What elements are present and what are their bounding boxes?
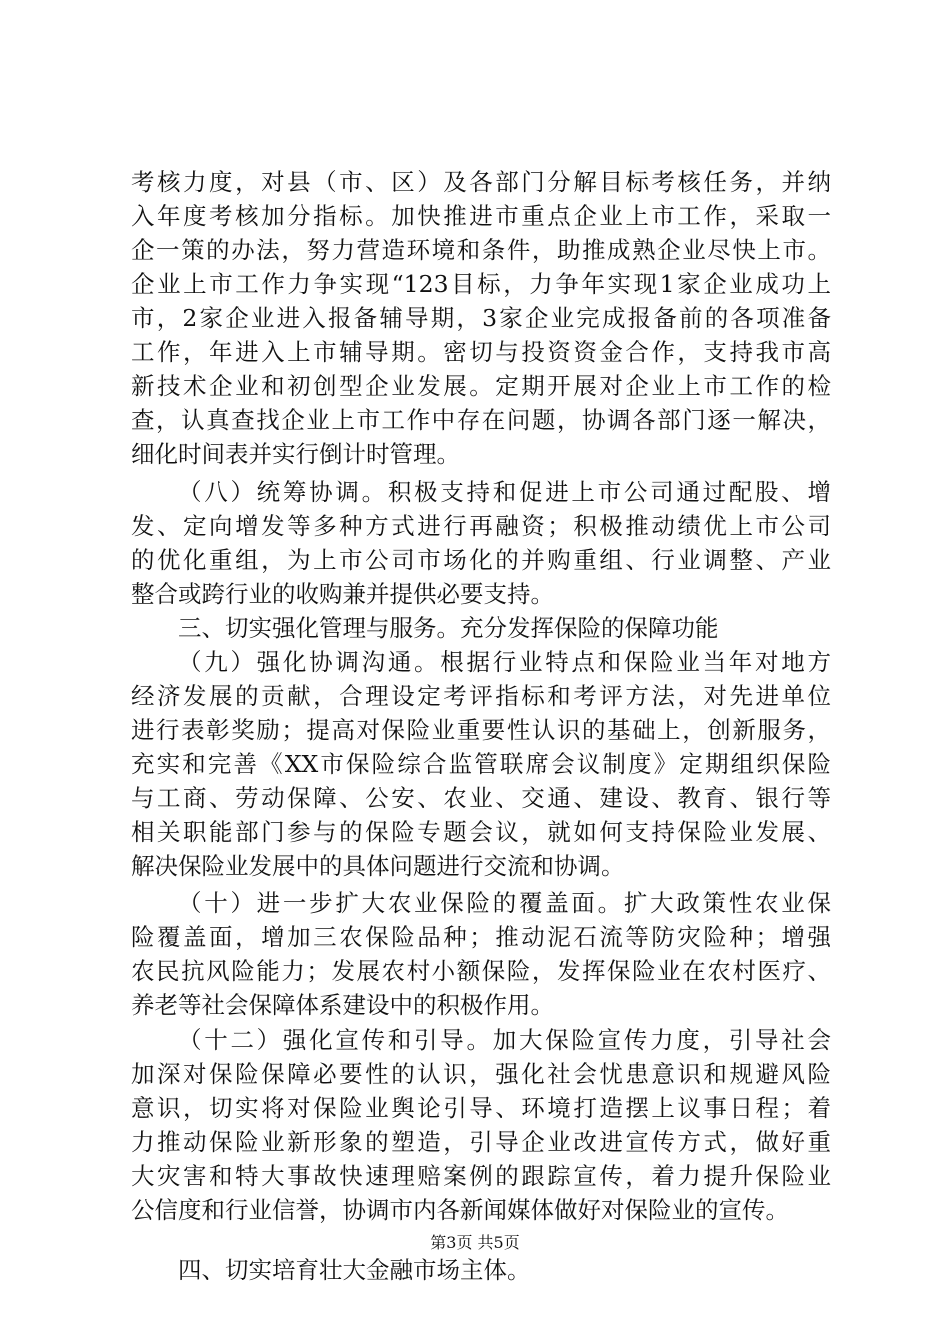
text-line: 相关职能部门参与的保险专题会议，就如何支持保险业发展、	[131, 818, 831, 846]
text-line: 新技术企业和初创型企业发展。定期开展对企业上市工作的检	[131, 372, 831, 400]
text-line: 发、定向增发等多种方式进行再融资；积极推动绩优上市公司	[131, 512, 831, 540]
text-line: （九）强化协调沟通。根据行业特点和保险业当年对地方	[178, 648, 831, 676]
text-line: 三、切实强化管理与服务。充分发挥保险的保障功能	[178, 614, 719, 642]
text-line: 养老等社会保障体系建设中的积极作用。	[131, 991, 554, 1019]
text-line: （十）进一步扩大农业保险的覆盖面。扩大政策性农业保	[178, 889, 831, 917]
text-line: 企业上市工作力争实现“123目标，力争年实现1家企业成功上	[131, 270, 831, 298]
text-line: 市，2家企业进入报备辅导期，3家企业完成报备前的各项准备	[131, 304, 831, 332]
text-line: 查，认真查找企业上市工作中存在问题，协调各部门逐一解决，	[131, 406, 831, 434]
text-line: 农民抗风险能力；发展农村小额保险，发挥保险业在农村医疗、	[131, 957, 831, 985]
text-line: （八）统筹协调。积极支持和促进上市公司通过配股、增	[178, 478, 831, 506]
text-line: 四、切实培育壮大金融市场主体。	[178, 1256, 531, 1284]
text-line: 整合或跨行业的收购兼并提供必要支持。	[131, 580, 554, 608]
text-line: 充实和完善《XX市保险综合监管联席会议制度》定期组织保险	[131, 750, 831, 778]
text-line: 公信度和行业信誉，协调市内各新闻媒体做好对保险业的宣传。	[131, 1196, 789, 1224]
page-number-footer: 第3页 共5页	[430, 1233, 520, 1252]
text-line: （十二）强化宣传和引导。加大保险宣传力度，引导社会	[178, 1026, 831, 1054]
text-line: 的优化重组，为上市公司市场化的并购重组、行业调整、产业	[131, 546, 831, 574]
text-line: 与工商、劳动保障、公安、农业、交通、建设、教育、银行等	[131, 784, 831, 812]
text-line: 入年度考核加分指标。加快推进市重点企业上市工作，采取一	[131, 202, 831, 230]
text-line: 解决保险业发展中的具体问题进行交流和协调。	[131, 852, 625, 880]
text-line: 工作，年进入上市辅导期。密切与投资资金合作，支持我市高	[131, 338, 831, 366]
text-line: 进行表彰奖励；提高对保险业重要性认识的基础上，创新服务，	[131, 716, 831, 744]
text-line: 加深对保险保障必要性的认识，强化社会忧患意识和规避风险	[131, 1060, 831, 1088]
text-line: 力推动保险业新形象的塑造，引导企业改进宣传方式，做好重	[131, 1128, 831, 1156]
text-line: 细化时间表并实行倒计时管理。	[131, 440, 460, 468]
text-line: 企一策的办法，努力营造环境和条件，助推成熟企业尽快上市。	[131, 236, 831, 264]
text-line: 意识，切实将对保险业舆论引导、环境打造摆上议事日程；着	[131, 1094, 831, 1122]
text-line: 经济发展的贡献，合理设定考评指标和考评方法，对先进单位	[131, 682, 831, 710]
text-line: 考核力度，对县（市、区）及各部门分解目标考核任务，并纳	[131, 168, 831, 196]
text-line: 险覆盖面，增加三农保险品种；推动泥石流等防灾险种；增强	[131, 923, 831, 951]
text-line: 大灾害和特大事故快速理赔案例的跟踪宣传，着力提升保险业	[131, 1162, 831, 1190]
